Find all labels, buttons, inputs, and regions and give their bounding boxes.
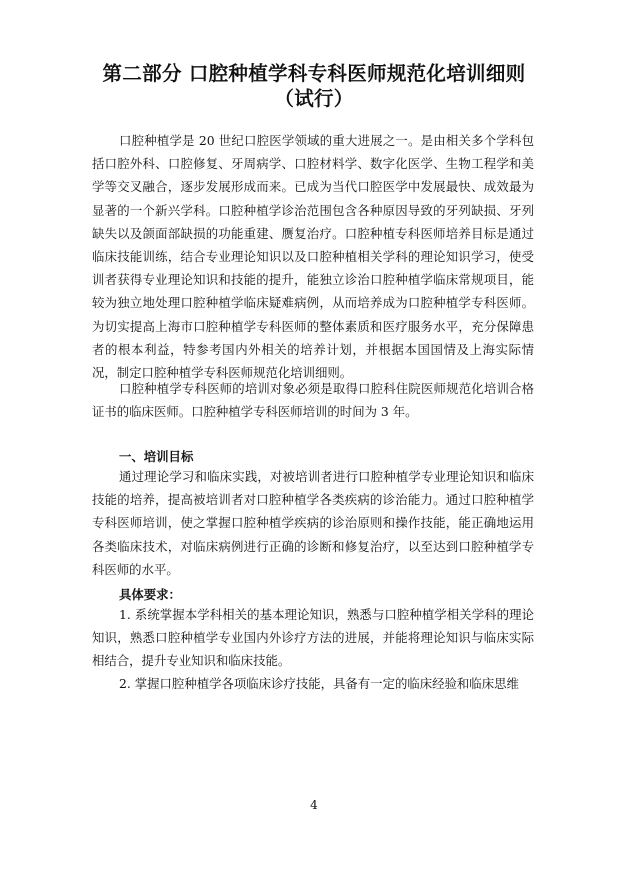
section1-paragraph: 通过理论学习和临床实践，对被培训者进行口腔种植学专业理论知识和临床技能的培养，提高被培训者对口腔种植学各类疾病的诊治能力。通过口腔种植学专科医师培训，使之掌握口腔种植学疾病的诊治原则和操作技能，能正确地运用各类临床技术，对临床病例进行正确的诊断和修复治疗，以至达到口腔种植学专科医师的水平。 xyxy=(92,469,534,577)
document-subtitle: （试行） xyxy=(274,87,354,110)
intro-paragraph-1: 口腔种植学是 20 世纪口腔医学领域的重大进展之一。是由相关多个学科包括口腔外科、口腔修复、牙周病学、口腔材料学、数字化医学、生物工程学和美学等交叉融合，逐步发展形成而来。已成为当代口腔医学中发展最快、成效最为显著的一个新兴学科。口腔种植学诊治范围包含各种原因导致的牙列缺损、牙列缺失以及颌面部缺损的功能重建、赝复治疗。口腔种植专科医师培养目标是通过临床技能训练，结合专业理论知识以及口腔种植相关学科的理论知识学习，使受训者获得专业理论知识和技能的提升，能独立诊治口腔种植学临床常规项目，能较为独立地处理口腔种植学临床疑难病例，从而培养成为口腔种植学专科医师。为切实提高上海市口腔种植学专科医师的整体素质和医疗服务水平，充分保障患者的根本利益，特参考国内外相关的培养计划，并根据本国国情及上海实际情况，制定口腔种植学专科医师规范化培训细则。 xyxy=(92,133,534,381)
section-heading-training-goals: 一、培训目标 xyxy=(119,449,194,464)
requirements-heading: 具体要求： xyxy=(119,587,181,602)
document-title: 第二部分 口腔种植学科专科医师规范化培训细则 xyxy=(102,62,526,85)
page-number: 4 xyxy=(310,798,318,812)
requirement-item-2: 2. 掌握口腔种植学各项临床诊疗技能，具备有一定的临床经验和临床思维 xyxy=(119,676,519,691)
intro-paragraph-2: 口腔种植学专科医师的培训对象必须是取得口腔科住院医师规范化培训合格证书的临床医师。口腔种植学专科医师培训的时间为 3 年。 xyxy=(92,381,534,420)
requirement-item-1: 1. 系统掌握本学科相关的基本理论知识，熟悉与口腔种植学相关学科的理论知识，熟悉口腔种植学专业国内外诊疗方法的进展，并能将理论知识与临床实际相结合，提升专业知识和临床技能。 xyxy=(92,607,534,669)
